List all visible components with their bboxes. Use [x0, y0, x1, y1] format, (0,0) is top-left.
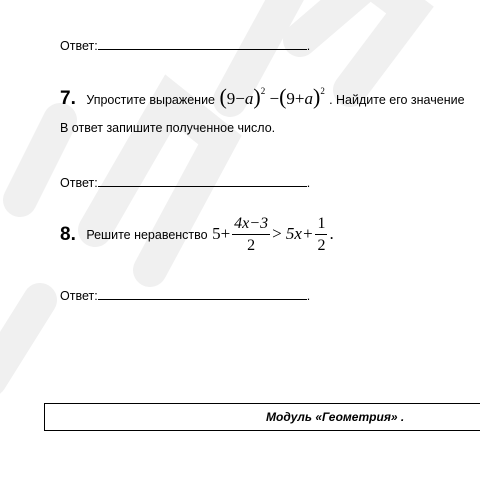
answer-label: Ответ:	[60, 289, 98, 303]
module-title: Модуль «Геометрия» .	[266, 410, 405, 424]
fraction-1: $\frac{4x-3}{2}$	[234, 215, 269, 254]
module-header-box	[44, 403, 480, 431]
task-7	[60, 86, 465, 110]
task-8-number: 8.	[60, 223, 76, 245]
answer-line-8	[60, 288, 310, 303]
answer-label: Ответ:	[60, 39, 98, 53]
task-8	[60, 215, 334, 255]
answer-blank[interactable]	[98, 288, 307, 300]
answer-dot: .	[306, 176, 311, 190]
fraction-2: $\frac{1}{2}$	[317, 215, 326, 254]
answer-line-7	[60, 175, 310, 190]
task-8-inequality: 5+ $\frac{4x-3}{2}$ > 5x+ $\frac{1}{2}$ .	[212, 215, 334, 254]
task-8-text: Решите неравенство	[86, 227, 208, 242]
task-7-tail: . Найдите его значение	[329, 93, 465, 107]
task-7-number: 7.	[60, 88, 76, 109]
task-7-expression: $(9-a)^2 -(9+a)^2$	[219, 84, 325, 109]
answer-dot: .	[306, 289, 311, 303]
answer-blank[interactable]	[98, 38, 307, 50]
task-7-text: Упростите выражение	[86, 93, 216, 107]
answer-dot: .	[306, 39, 311, 53]
answer-label: Ответ:	[60, 176, 98, 190]
answer-blank[interactable]	[98, 175, 307, 187]
task-7-instruction: В ответ запишите полученное число.	[60, 121, 276, 135]
answer-line-top	[60, 38, 310, 53]
